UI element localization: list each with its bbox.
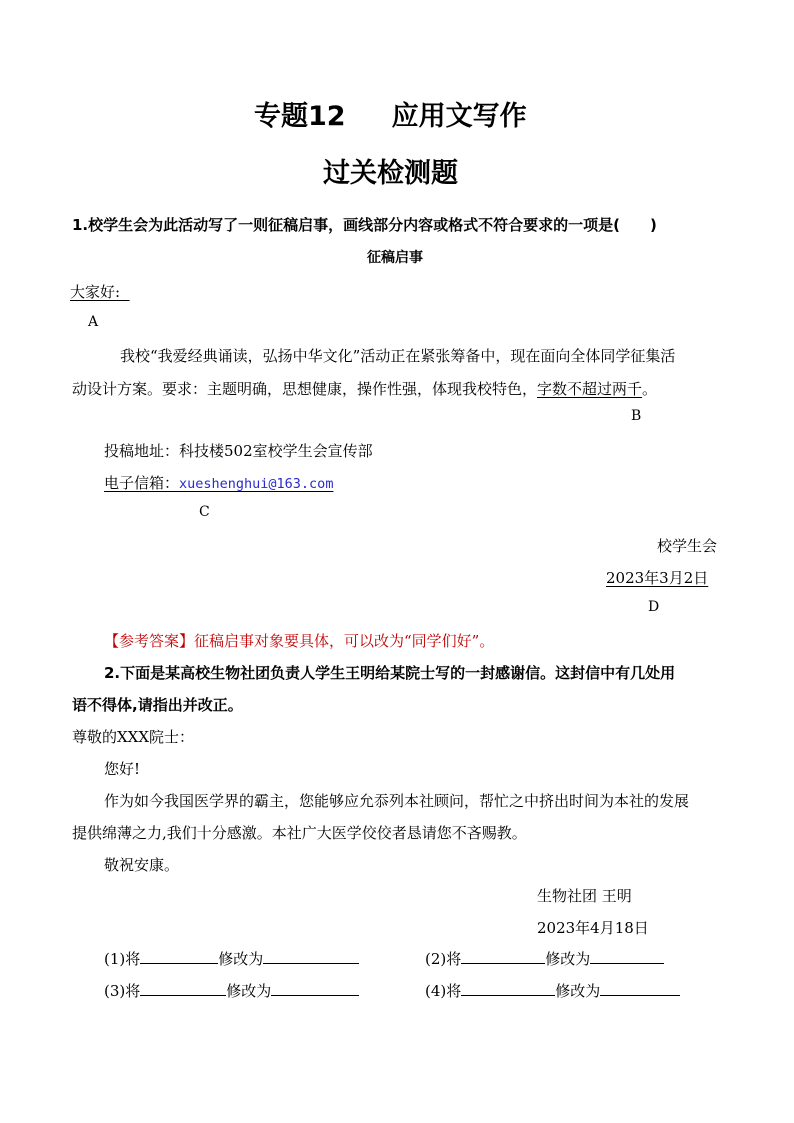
mark-a: A: [88, 314, 99, 330]
fill-item-3: (3)将 修改为: [104, 980, 359, 1001]
notice-signature: 校学生会: [657, 537, 718, 555]
blank-2b[interactable]: [590, 949, 664, 964]
mark-b: B: [631, 408, 642, 424]
submission-address: 投稿地址：科技楼502室校学生会宣传部: [104, 442, 373, 460]
blank-2a[interactable]: [461, 949, 545, 964]
fill-item-4: (4)将 修改为: [425, 980, 680, 1001]
notice-title: 征稿启事: [367, 250, 423, 266]
letter-signer: 生物社团 王明: [537, 887, 632, 905]
page-title-line1: [254, 94, 527, 133]
email-line: 电子信箱：xueshenghui@163.com: [104, 474, 334, 492]
question-2-stem-line2: 语不得体,请指出并改正。: [72, 696, 243, 714]
notice-paragraph-line1: 我校“我爱经典诵读，弘扬中华文化”活动正在紧张筹备中，现在面向全体同学征集活: [120, 347, 676, 365]
answer-text: 征稿启事对象要具体，可以改为“同学们好”。: [194, 632, 495, 650]
reference-answer: [104, 630, 494, 651]
letter-greeting: 您好!: [104, 760, 141, 778]
underlined-word-limit: 字数不超过两千: [537, 380, 643, 398]
topic-number: 专题12: [254, 101, 346, 132]
letter-date: 2023年4月18日: [537, 919, 649, 937]
blank-3b[interactable]: [271, 981, 359, 996]
letter-body-line2: 提供绵薄之力,我们十分感激。本社广大医学佼佼者恳请您不吝赐教。: [72, 824, 527, 842]
email-link[interactable]: xueshenghui@163.com: [179, 476, 334, 492]
page-title-line2: 过关检测题: [323, 158, 458, 189]
fill-item-1: (1)将 修改为: [104, 948, 359, 969]
letter-salutation: 尊敬的XXX院士：: [72, 728, 195, 746]
blank-1b[interactable]: [263, 949, 359, 964]
notice-date: 2023年3月2日: [606, 569, 709, 587]
letter-closing: 敬祝安康。: [104, 856, 180, 874]
blank-1a[interactable]: [140, 949, 218, 964]
answer-label: 【参考答案】: [104, 632, 195, 650]
mark-c: C: [199, 504, 210, 520]
notice-paragraph-line2: 动设计方案。要求：主题明确，思想健康，操作性强，体现我校特色，字数不超过两千。: [72, 380, 658, 398]
blank-4b[interactable]: [600, 981, 680, 996]
blank-3a[interactable]: [140, 981, 226, 996]
letter-body-line1: 作为如今我国医学界的霸主，您能够应允忝列本社顾问，帮忙之中挤出时间为本社的发展: [104, 792, 690, 810]
blank-4a[interactable]: [461, 981, 555, 996]
mark-d: D: [648, 599, 660, 615]
topic-name: 应用文写作: [391, 101, 527, 132]
fill-item-2: (2)将 修改为: [425, 948, 664, 969]
question-2-stem-line1: 2.下面是某高校生物社团负责人学生王明给某院士写的一封感谢信。这封信中有几处用: [104, 664, 676, 682]
notice-greeting: 大家好:: [70, 283, 121, 301]
question-1-stem: 1.校学生会为此活动写了一则征稿启事，画线部分内容或格式不符合要求的一项是( ): [72, 216, 657, 234]
